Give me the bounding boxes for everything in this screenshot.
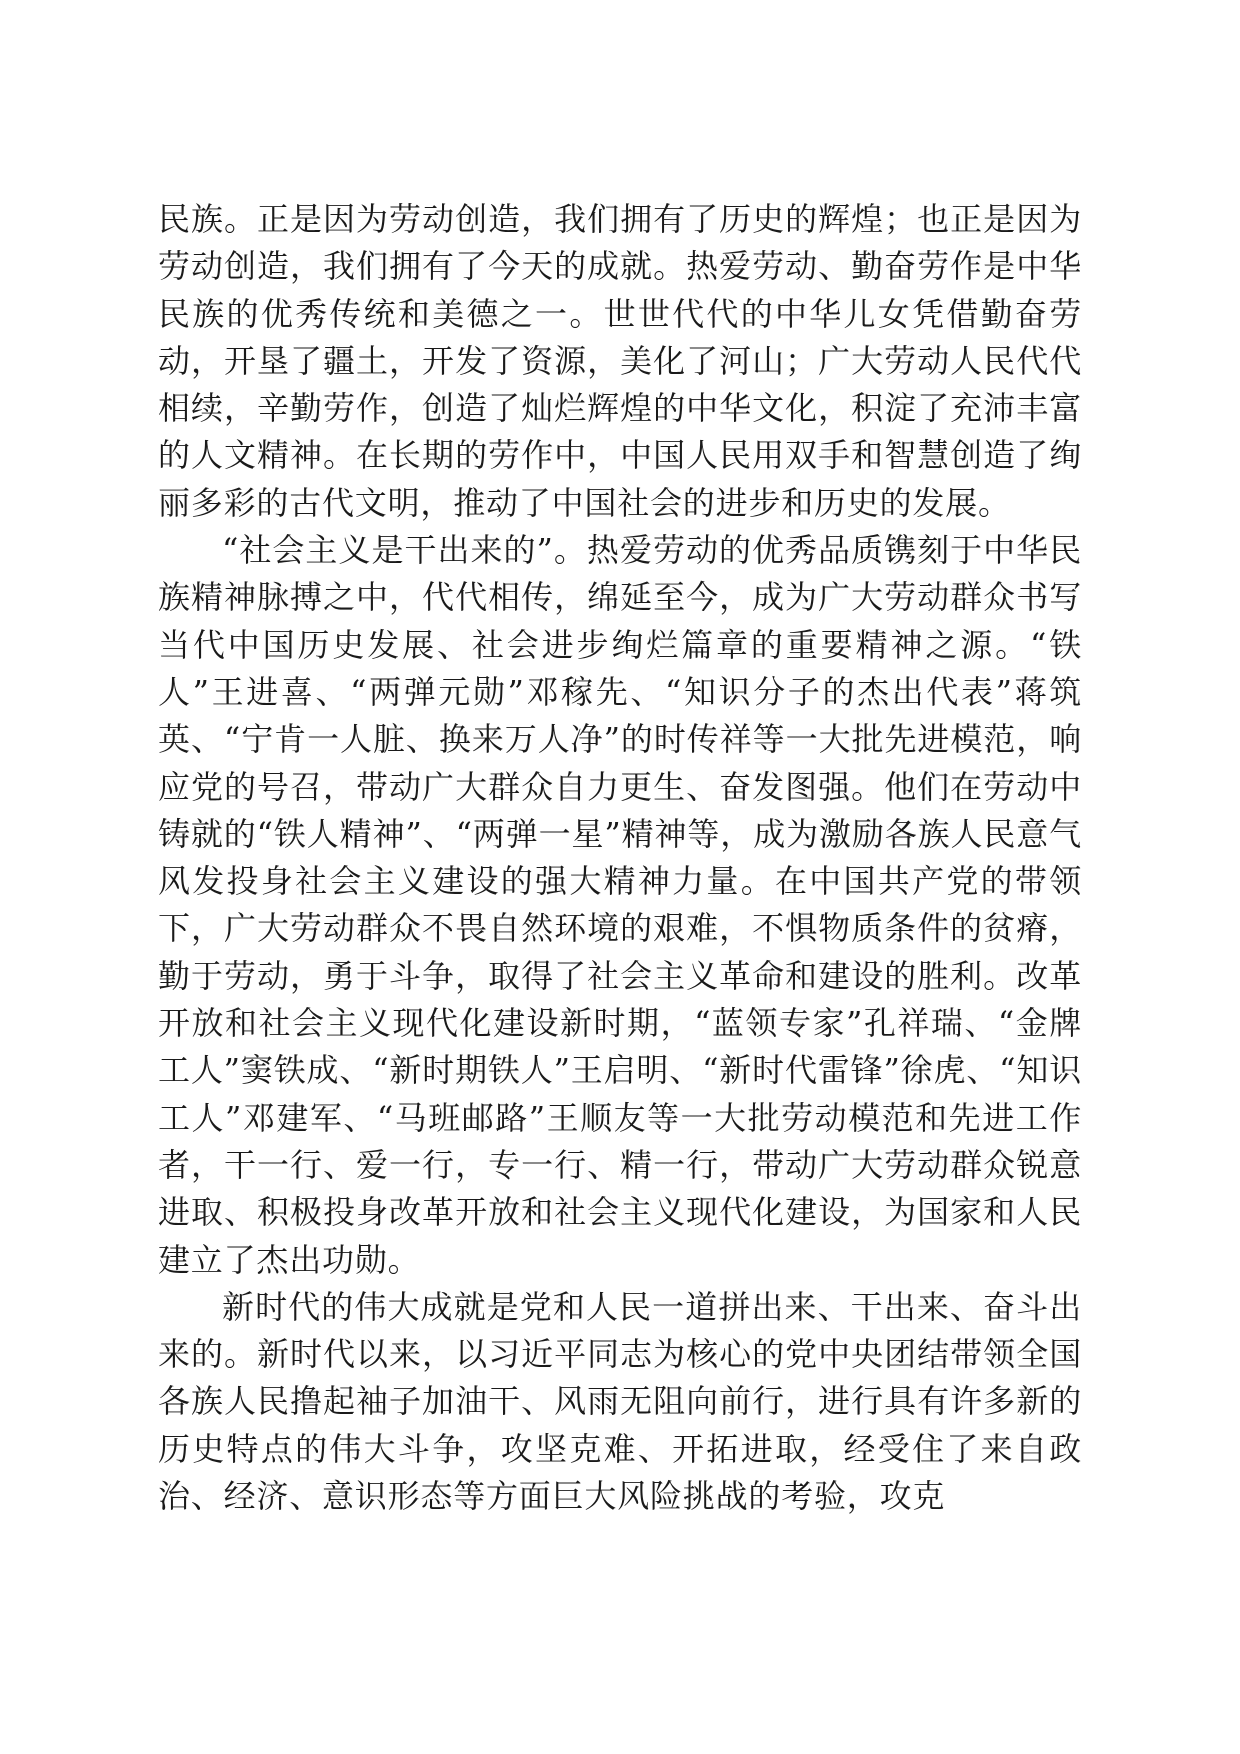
paragraph-2: “社会主义是干出来的”。热爱劳动的优秀品质镌刻于中华民族精神脉搏之中，代代相传，绵延至今，成为广大劳动群众书写当代中国历史发展、社会进步绚烂篇章的重要精神之源。“铁人”王进喜、“两弹元勋”邓稼先、“知识分子的杰出代表”蒋筑英、“宁肯一人脏、换来万人净”的时传祥等一大批先进模范，响应党的号召，带动广大群众自力更生、奋发图强。他们在劳动中铸就的“铁人精神”、“两弹一星”精神等，成为激励各族人民意气风发投身社会主义建设的强大精神力量。在中国共产党的带领下，广大劳动群众不畏自然环境的艰难，不惧物质条件的贫瘠，勤于劳动，勇于斗争，取得了社会主义革命和建设的胜利。改革开放和社会主义现代化建设新时期，“蓝领专家”孔祥瑞、“金牌工人”窦铁成、“新时期铁人”王启明、“新时代雷锋”徐虎、“知识工人”邓建军、“马班邮路”王顺友等一大批劳动模范和先进工作者，干一行、爱一行，专一行、精一行，带动广大劳动群众锐意进取、积极投身改革开放和社会主义现代化建设，为国家和人民建立了杰出功勋。 (158, 531, 1082, 1279)
paragraph-3: 新时代的伟大成就是党和人民一道拼出来、干出来、奋斗出来的。新时代以来，以习近平同志为核心的党中央团结带领全国各族人民撸起袖子加油干、风雨无阻向前行，进行具有许多新的历史特点的伟大斗争，攻坚克难、开拓进取，经受住了来自政治、经济、意识形态等方面巨大风险挑战的考验，攻克 (158, 1287, 1082, 1516)
document-page (158, 196, 1082, 1520)
paragraph-1: 民族。正是因为劳动创造，我们拥有了历史的辉煌；也正是因为劳动创造，我们拥有了今天的成就。热爱劳动、勤奋劳作是中华民族的优秀传统和美德之一。世世代代的中华儿女凭借勤奋劳动，开垦了疆土，开发了资源，美化了河山；广大劳动人民代代相续，辛勤劳作，创造了灿烂辉煌的中华文化，积淀了充沛丰富的人文精神。在长期的劳作中，中国人民用双手和智慧创造了绚丽多彩的古代文明，推动了中国社会的进步和历史的发展。 (158, 200, 1082, 522)
